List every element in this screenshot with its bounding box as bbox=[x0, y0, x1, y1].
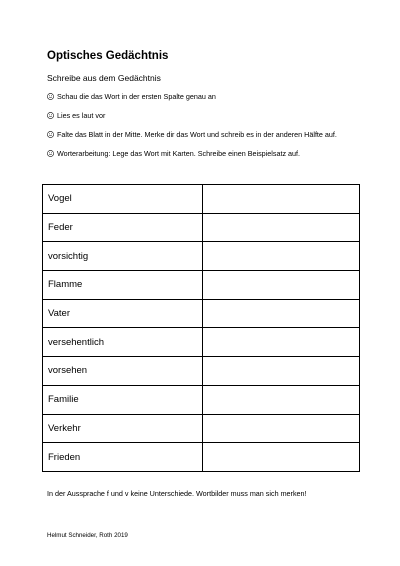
answer-cell[interactable] bbox=[203, 271, 360, 300]
table-row bbox=[43, 299, 360, 328]
word-cell: Feder bbox=[43, 213, 203, 242]
word-cell: Verkehr bbox=[43, 414, 203, 443]
word-table bbox=[42, 184, 360, 472]
footer-credit: Helmut Schneider, Roth 2019 bbox=[47, 532, 128, 539]
table-row bbox=[43, 385, 360, 414]
answer-cell[interactable] bbox=[203, 357, 360, 386]
instruction-item bbox=[47, 130, 357, 140]
instruction-text: Schau die das Wort in der ersten Spalte genau an bbox=[57, 92, 216, 101]
table-row bbox=[43, 357, 360, 386]
smiley-icon bbox=[47, 112, 54, 119]
word-cell: Vater bbox=[43, 299, 203, 328]
answer-cell[interactable] bbox=[203, 443, 360, 472]
table-row bbox=[43, 328, 360, 357]
table-row bbox=[43, 271, 360, 300]
smiley-icon bbox=[47, 131, 54, 138]
answer-cell[interactable] bbox=[203, 242, 360, 271]
answer-cell[interactable] bbox=[203, 414, 360, 443]
answer-cell[interactable] bbox=[203, 299, 360, 328]
instruction-text: Lies es laut vor bbox=[57, 111, 106, 120]
worksheet-title: Optisches Gedächtnis bbox=[47, 50, 169, 62]
word-cell: vorsehen bbox=[43, 357, 203, 386]
instruction-text: Falte das Blatt in der Mitte. Merke dir das Wort und schreib es in der anderen Hälfte auf. bbox=[57, 130, 337, 139]
word-cell: vorsichtig bbox=[43, 242, 203, 271]
table-row bbox=[43, 443, 360, 472]
answer-cell[interactable] bbox=[203, 213, 360, 242]
table-row bbox=[43, 213, 360, 242]
word-cell: versehentlich bbox=[43, 328, 203, 357]
instruction-item bbox=[47, 92, 357, 102]
answer-cell[interactable] bbox=[203, 328, 360, 357]
table-row bbox=[43, 242, 360, 271]
word-cell: Familie bbox=[43, 385, 203, 414]
table-row bbox=[43, 414, 360, 443]
table-row bbox=[43, 185, 360, 214]
word-cell: Frieden bbox=[43, 443, 203, 472]
instruction-item bbox=[47, 111, 357, 121]
word-cell: Flamme bbox=[43, 271, 203, 300]
smiley-icon bbox=[47, 150, 54, 157]
worksheet-subtitle: Schreibe aus dem Gedächtnis bbox=[47, 73, 161, 83]
instruction-list bbox=[47, 92, 357, 168]
instruction-text: Worterarbeitung: Lege das Wort mit Karten. Schreibe einen Beispielsatz auf. bbox=[57, 149, 301, 158]
answer-cell[interactable] bbox=[203, 385, 360, 414]
word-cell: Vogel bbox=[43, 185, 203, 214]
note-text: In der Aussprache f und v keine Unterschiede. Wortbilder muss man sich merken! bbox=[47, 489, 307, 498]
answer-cell[interactable] bbox=[203, 185, 360, 214]
instruction-item bbox=[47, 149, 357, 159]
smiley-icon bbox=[47, 93, 54, 100]
